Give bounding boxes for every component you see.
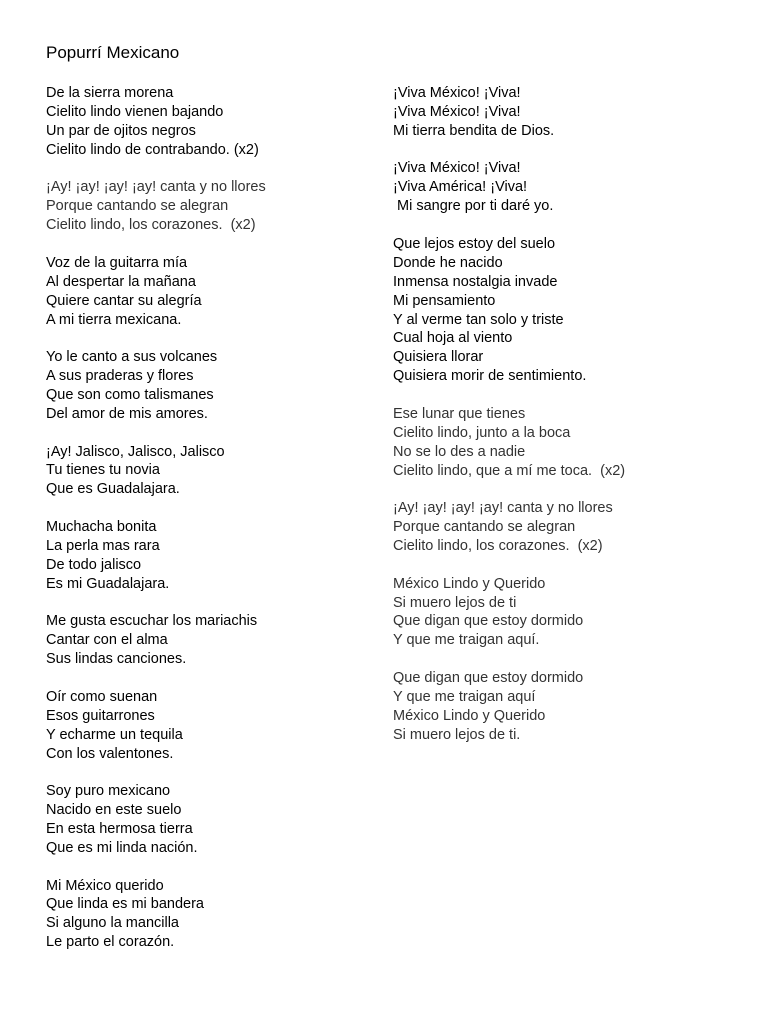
lyric-line: Mi pensamiento (393, 292, 496, 309)
stanza (393, 159, 733, 216)
stanza (393, 669, 733, 745)
lyric-line: Que digan que estoy dormido (393, 613, 584, 630)
lyric-line: Soy puro mexicano (46, 783, 171, 800)
lyric-line: Mi tierra bendita de Dios. (393, 122, 555, 139)
stanza (46, 178, 386, 235)
lyric-line: Quisiera llorar (393, 349, 484, 366)
lyric-line: A sus praderas y flores (46, 368, 194, 385)
lyric-line: De la sierra morena (46, 85, 174, 101)
page-title: Popurrí Mexicano (46, 43, 180, 62)
lyric-line: Es mi Guadalajara. (46, 575, 170, 592)
lyric-line: ¡Viva México! ¡Viva! (393, 85, 521, 101)
lyric-line: Donde he nacido (393, 254, 503, 271)
lyric-line: Cielito lindo, que a mí me toca. (x2) (393, 462, 626, 479)
lyric-line: Que es mi linda nación. (46, 839, 198, 856)
lyric-line: Inmensa nostalgia invade (393, 273, 558, 290)
lyric-line: Que son como talismanes (46, 386, 214, 403)
lyric-line: Si alguno la mancilla (46, 915, 179, 932)
lyric-line: No se lo des a nadie (393, 443, 526, 460)
lyrics-column-left (46, 84, 386, 971)
lyric-line: Y al verme tan solo y triste (393, 311, 564, 328)
lyric-line: Con los valentones. (46, 745, 174, 762)
lyric-line: Quisiera morir de sentimiento. (393, 368, 587, 385)
lyric-line: Y que me traigan aquí (393, 688, 536, 705)
lyric-line: La perla mas rara (46, 537, 160, 554)
lyric-line: Mi sangre por ti daré yo. (393, 198, 554, 215)
lyric-line: Quiere cantar su alegría (46, 292, 202, 309)
lyric-line: Que digan que estoy dormido (393, 670, 584, 687)
lyric-line: De todo jalisco (46, 556, 142, 573)
lyric-line: Voz de la guitarra mía (46, 254, 188, 271)
lyric-line: Esos guitarrones (46, 707, 155, 724)
stanza (46, 688, 386, 764)
lyric-line: Cielito lindo, junto a la boca (393, 424, 571, 441)
lyric-line: ¡Ay! ¡ay! ¡ay! ¡ay! canta y no llores (393, 500, 613, 517)
stanza (393, 84, 733, 141)
lyric-line: Tu tienes tu novia (46, 462, 160, 479)
lyric-line: Del amor de mis amores. (46, 405, 208, 422)
lyric-line: Sus lindas canciones. (46, 651, 187, 668)
stanza (393, 235, 733, 386)
lyric-line: México Lindo y Querido (393, 575, 546, 592)
lyric-line: Ese lunar que tienes (393, 405, 526, 422)
lyric-line: Que lejos estoy del suelo (393, 235, 556, 252)
lyric-line: A mi tierra mexicana. (46, 311, 182, 328)
stanza (393, 405, 733, 481)
lyric-line: Nacido en este suelo (46, 802, 182, 819)
lyric-line: Cielito lindo, los corazones. (x2) (393, 538, 603, 554)
lyric-line: Oír como suenan (46, 688, 158, 705)
lyric-line: ¡Viva América! ¡Viva! (393, 179, 528, 196)
stanza (46, 443, 386, 500)
lyric-line: Cielito lindo vienen bajando (46, 103, 224, 120)
lyric-line: Muchacha bonita (46, 519, 157, 536)
lyric-line: En esta hermosa tierra (46, 820, 193, 837)
lyric-line: Cielito lindo, los corazones. (x2) (46, 217, 256, 234)
lyric-line: Le parto el corazón. (46, 934, 175, 951)
lyric-line: Porque cantando se alegran (46, 198, 229, 215)
stanza (46, 84, 386, 160)
lyric-line: Me gusta escuchar los mariachis (46, 613, 258, 630)
stanza (393, 575, 733, 651)
stanza (46, 518, 386, 594)
stanza (46, 782, 386, 858)
lyric-line: Cual hoja al viento (393, 330, 513, 347)
lyric-line: Cantar con el alma (46, 632, 168, 649)
lyric-line: Que linda es mi bandera (46, 896, 204, 913)
lyric-line: ¡Ay! Jalisco, Jalisco, Jalisco (46, 443, 225, 460)
lyric-line: Al despertar la mañana (46, 273, 196, 290)
lyric-line: ¡Viva México! ¡Viva! (393, 160, 521, 177)
lyric-line: Cielito lindo de contrabando. (x2) (46, 141, 259, 158)
lyric-line: Que es Guadalajara. (46, 481, 180, 498)
stanza (46, 348, 386, 424)
lyric-line: ¡Viva México! ¡Viva! (393, 103, 521, 120)
stanza (393, 499, 733, 556)
lyric-line: Si muero lejos de ti (393, 594, 517, 611)
lyric-line: Porque cantando se alegran (393, 519, 576, 536)
lyric-line: Yo le canto a sus volcanes (46, 349, 218, 366)
lyric-line: Mi México querido (46, 877, 164, 894)
lyric-line: Si muero lejos de ti. (393, 726, 521, 743)
stanza (46, 877, 386, 953)
stanza (46, 612, 386, 669)
lyric-line: ¡Ay! ¡ay! ¡ay! ¡ay! canta y no llores (46, 179, 266, 196)
lyric-line: México Lindo y Querido (393, 707, 546, 724)
lyric-line: Y echarme un tequila (46, 726, 183, 743)
lyric-line: Un par de ojitos negros (46, 122, 196, 139)
lyric-line: Y que me traigan aquí. (393, 632, 540, 649)
lyrics-column-right (393, 84, 733, 763)
stanza (46, 254, 386, 330)
